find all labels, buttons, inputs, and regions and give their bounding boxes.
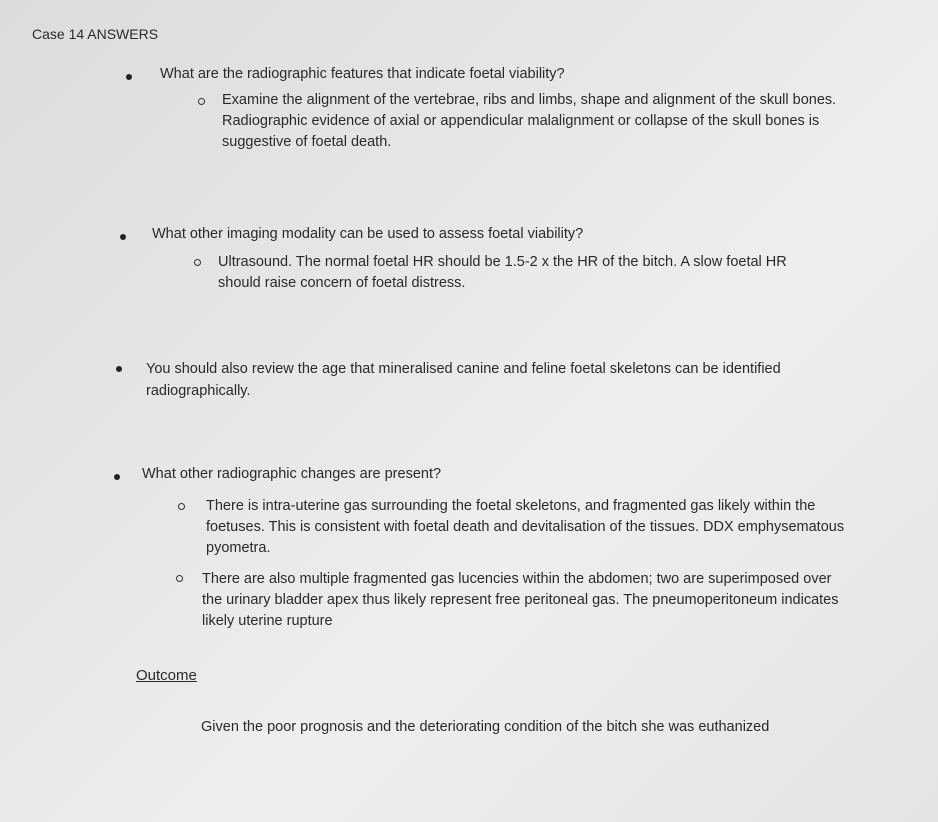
sub-bullet-marker [198,98,205,105]
answer-2-1: Ultrasound. The normal foetal HR should be 1.5-2 x the HR of the bitch. A slow foetal HR should raise concern of foetal distress. [218,254,787,291]
answer-1-1: Examine the alignment of the vertebrae, ribs and limbs, shape and alignment of the skull bones. Radiographic evidence of axial or appendicular malalignment or collapse of the skull bones is suggestive of foetal death. [222,92,837,150]
question-2: What other imaging modality can be used to assess foetal viability? [152,226,584,242]
question-3: You should also review the age that mineralised canine and feline foetal skeletons can be identified radiographically. [146,361,781,399]
outcome-heading: Outcome [136,667,197,684]
sub-bullet-marker [176,575,183,582]
answer-4-1: There is intra-uterine gas surrounding the foetal skeletons, and fragmented gas likely within the foetuses. This is consistent with foetal death and devitalisation of the tissues. DDX emphysematous pyometra. [206,498,845,556]
document-title: Case 14 ANSWERS [32,26,159,42]
outcome-text: Given the poor prognosis and the deteriorating condition of the bitch she was euthanized [201,719,770,735]
sub-bullet-marker [194,259,201,266]
bullet-marker [114,474,120,480]
bullet-marker [120,234,126,240]
question-4: What other radiographic changes are present? [142,466,442,482]
question-1: What are the radiographic features that indicate foetal viability? [160,66,565,82]
sub-bullet-marker [178,503,185,510]
answer-4-2: There are also multiple fragmented gas lucencies within the abdomen; two are superimposed over the urinary bladder apex thus likely represent free peritoneal gas. The pneumoperitoneum indicates likely uterine rupture [202,571,839,629]
bullet-marker [116,366,122,372]
bullet-marker [126,74,132,80]
